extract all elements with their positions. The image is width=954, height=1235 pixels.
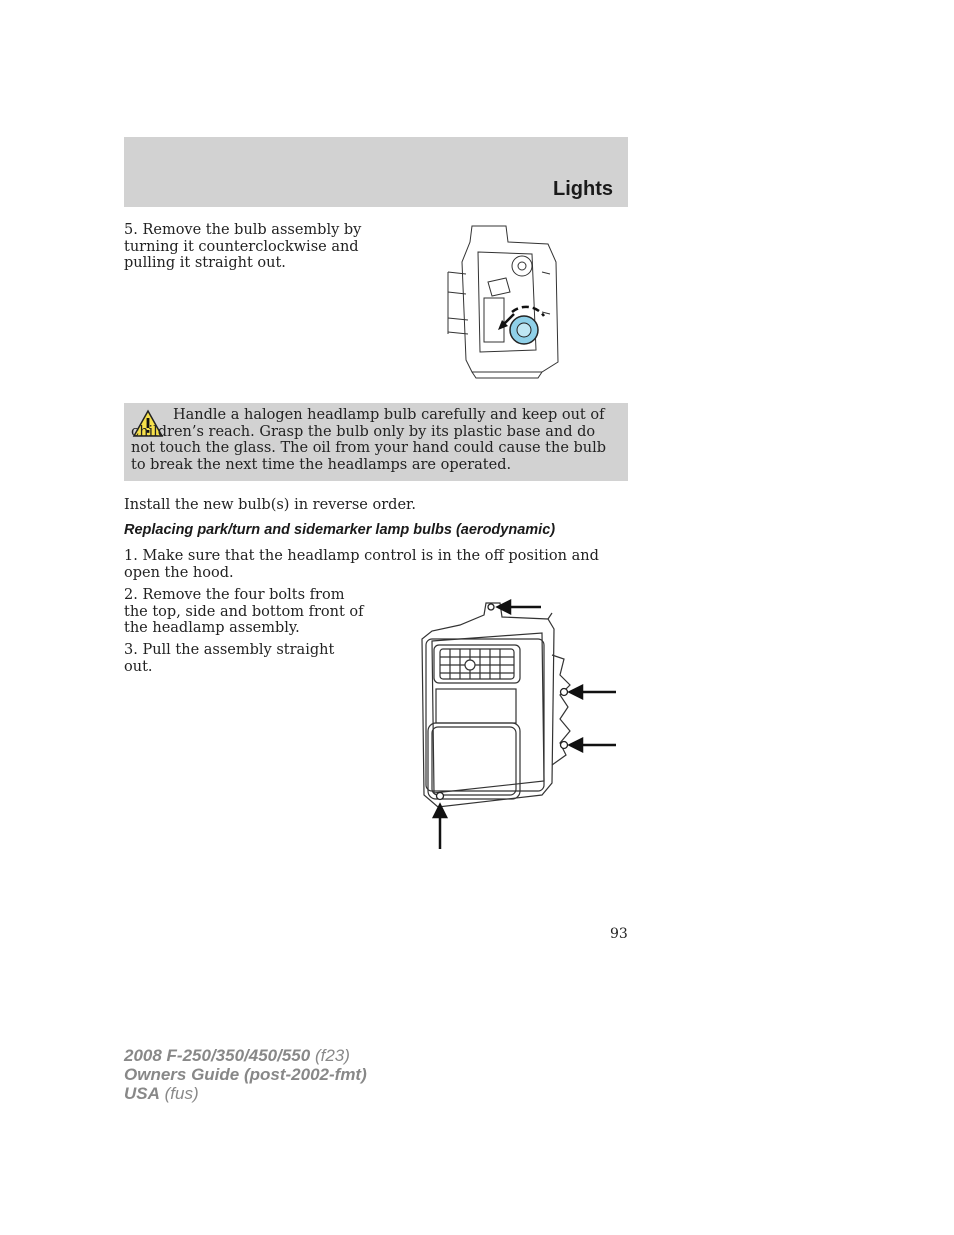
warning-text (131, 407, 609, 473)
footer-country-code: (fus) (164, 1084, 199, 1103)
footer-line-3 (124, 1084, 367, 1103)
section-heading: Replacing park/turn and sidemarker lamp bulbs (aerodynamic) (124, 522, 556, 538)
headlamp-assembly-illustration (410, 595, 620, 853)
step-3-text: 3. Pull the assembly straight out. (124, 642, 335, 675)
step-5-text: 5. Remove the bulb assembly by turning it counterclockwise and pulling it straight out. (124, 222, 362, 271)
install-text: Install the new bulb(s) in reverse order. (124, 497, 416, 513)
warning-text-content: Handle a halogen headlamp bulb carefully and keep out of children’s reach. Grasp the bulb only by its plastic base and do not touch the glass. The oil from your hand could cause the bulb to break the next time the headlamps are operated. (131, 407, 607, 473)
step-2-text: 2. Remove the four bolts from the top, side and bottom front of the headlamp assembly. (124, 587, 364, 636)
section-title: Lights (553, 178, 613, 200)
footer-line-1 (124, 1046, 367, 1065)
warning-box (124, 403, 628, 481)
footer-country: USA (124, 1084, 160, 1103)
bulb-removal-illustration (432, 222, 562, 382)
footer-model-code: (f23) (314, 1046, 350, 1065)
page-number: 93 (610, 926, 628, 942)
section-header (124, 137, 628, 207)
footer-guide: Owners Guide (post-2002-fmt) (124, 1065, 367, 1084)
footer-model: 2008 F-250/350/450/550 (124, 1046, 311, 1065)
document-footer (124, 1046, 367, 1103)
step-1-text: 1. Make sure that the headlamp control is in the off position and open the hood. (124, 548, 599, 581)
footer-line-2 (124, 1065, 367, 1084)
